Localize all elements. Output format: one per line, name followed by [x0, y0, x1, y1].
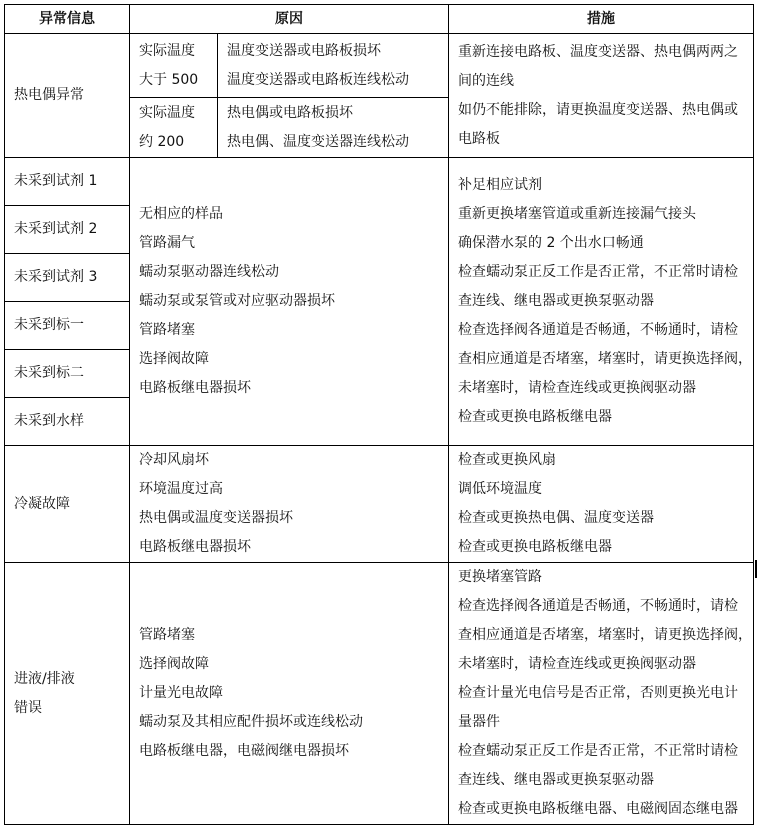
error-label: 未采到标一 — [14, 317, 84, 333]
cell-text-line: 查相应通道是否堵塞，堵塞时，请更换选择阀， — [458, 351, 752, 367]
cell-text-line: 温度变送器或电路板损坏 — [227, 42, 381, 59]
cell-text-line: 电路板继电器损坏 — [139, 539, 251, 555]
error-cell-condensing — [4, 445, 130, 563]
cell-text-line: 蠕动泵或泵管或对应驱动器损坏 — [139, 293, 335, 309]
cell-text-line: 检查或更换电路板继电器、电磁阀固态继电器 — [458, 801, 738, 817]
error-label: 未采到试剂 2 — [14, 221, 98, 237]
cell-text-line: 检查选择阀各通道是否畅通，不畅通时，请检 — [458, 322, 738, 338]
error-label: 未采到试剂 1 — [14, 173, 98, 189]
error-cell-reagent-2 — [4, 205, 130, 254]
cell-text-line: 蠕动泵及其相应配件损坏或连线松动 — [139, 714, 363, 730]
error-cell-liquid — [4, 562, 130, 825]
header-cause — [129, 4, 449, 34]
cell-text-line: 检查或更换风扇 — [458, 452, 556, 468]
cell-text-line: 管路堵塞 — [139, 627, 195, 643]
cell-text-line: 蠕动泵驱动器连线松动 — [139, 264, 279, 280]
cell-text-line: 热电偶或电路板损坏 — [227, 104, 353, 121]
cell-text-line: 选择阀故障 — [139, 656, 209, 672]
cell-text-line: 电路板 — [458, 130, 500, 147]
error-label: 未采到水样 — [14, 413, 84, 429]
cause-cell-over-500 — [217, 33, 449, 98]
cell-text-line: 检查或更换电路板继电器 — [458, 539, 612, 555]
cell-text-line: 选择阀故障 — [139, 351, 209, 367]
cell-text-line: 检查计量光电信号是否正常，否则更换光电计 — [458, 685, 738, 701]
cell-text-line: 检查蠕动泵正反工作是否正常，不正常时请检 — [458, 743, 738, 759]
error-cell-reagent-1 — [4, 157, 130, 206]
cell-text-line: 温度变送器或电路板连线松动 — [227, 71, 409, 88]
cell-text-line: 查连线、继电器或更换泵驱动器 — [458, 772, 654, 788]
cell-text-line: 检查选择阀各通道是否畅通，不畅通时，请检 — [458, 598, 738, 614]
cell-text-line: 补足相应试剂 — [458, 177, 542, 193]
error-label: 未采到试剂 3 — [14, 269, 98, 285]
header-label: 异常信息 — [39, 11, 95, 27]
cell-text-line: 检查或更换电路板继电器 — [458, 409, 612, 425]
error-cell-water-sample — [4, 397, 130, 446]
cell-text-line: 约 200 — [139, 133, 185, 150]
cell-text-line: 实际温度 — [139, 42, 195, 59]
error-cell-reagent-3 — [4, 253, 130, 302]
cell-text-line: 查连线、继电器或更换泵驱动器 — [458, 293, 654, 309]
header-label: 原因 — [275, 11, 303, 27]
cause-cell-liquid — [129, 562, 449, 825]
cell-text-line: 热电偶或温度变送器损坏 — [139, 510, 293, 526]
cell-text-line: 如仍不能排除，请更换温度变送器、热电偶或 — [458, 101, 738, 118]
cell-text-line: 电路板继电器损坏 — [139, 380, 251, 396]
condition-cell-over-500 — [129, 33, 218, 98]
cell-text-line: 调低环境温度 — [458, 481, 542, 497]
cell-text-line: 冷却风扇坏 — [139, 452, 209, 468]
cell-text-line: 确保潜水泵的 2 个出水口畅通 — [458, 235, 644, 251]
cell-text-line: 管路漏气 — [139, 235, 195, 251]
cell-text-line: 量器件 — [458, 714, 500, 730]
cell-text-line: 检查蠕动泵正反工作是否正常，不正常时请检 — [458, 264, 738, 280]
cause-cell-condensing — [129, 445, 449, 563]
cell-text-line: 错误 — [14, 699, 42, 716]
error-cell-standard-1 — [4, 301, 130, 350]
measure-cell-condensing — [448, 445, 754, 563]
cell-text-line: 计量光电故障 — [139, 685, 223, 701]
cell-text-line: 进液/排液 — [14, 670, 75, 687]
condition-cell-about-200 — [129, 97, 218, 158]
measure-cell-thermocouple — [448, 33, 754, 158]
cause-cell-about-200 — [217, 97, 449, 158]
cell-text-line: 冷凝故障 — [14, 495, 70, 512]
cell-text-line: 热电偶、温度变送器连线松动 — [227, 133, 409, 150]
cell-text-line: 间的连线 — [458, 72, 514, 89]
measure-cell-liquid — [448, 562, 754, 825]
cell-text-line: 管路堵塞 — [139, 322, 195, 338]
cell-text-line: 实际温度 — [139, 104, 195, 121]
cell-text-line: 重新更换堵塞管道或重新连接漏气接头 — [458, 206, 696, 222]
cell-text-line: 电路板继电器，电磁阀继电器损坏 — [139, 743, 349, 759]
cell-text-line: 热电偶异常 — [14, 87, 84, 103]
measure-cell-sampling — [448, 157, 754, 446]
cell-text-line: 重新连接电路板、温度变送器、热电偶两两之 — [458, 43, 738, 60]
cell-text-line: 未堵塞时，请检查连线或更换阀驱动器 — [458, 656, 696, 672]
header-measure — [448, 4, 754, 34]
cell-text-line: 查相应通道是否堵塞，堵塞时，请更换选择阀， — [458, 627, 752, 643]
header-label: 措施 — [587, 11, 615, 27]
cell-text-line: 更换堵塞管路 — [458, 569, 542, 585]
cell-text-line: 环境温度过高 — [139, 481, 223, 497]
error-label: 未采到标二 — [14, 365, 84, 381]
header-error-info — [4, 4, 130, 34]
cell-text-line: 未堵塞时，请检查连线或更换阀驱动器 — [458, 380, 696, 396]
cause-cell-sampling — [129, 157, 449, 446]
error-cell-standard-2 — [4, 349, 130, 398]
cell-text-line: 大于 500 — [139, 71, 199, 88]
cell-text-line: 检查或更换热电偶、温度变送器 — [458, 510, 654, 526]
cell-text-line: 无相应的样品 — [139, 206, 223, 222]
error-cell-thermocouple — [4, 33, 130, 158]
